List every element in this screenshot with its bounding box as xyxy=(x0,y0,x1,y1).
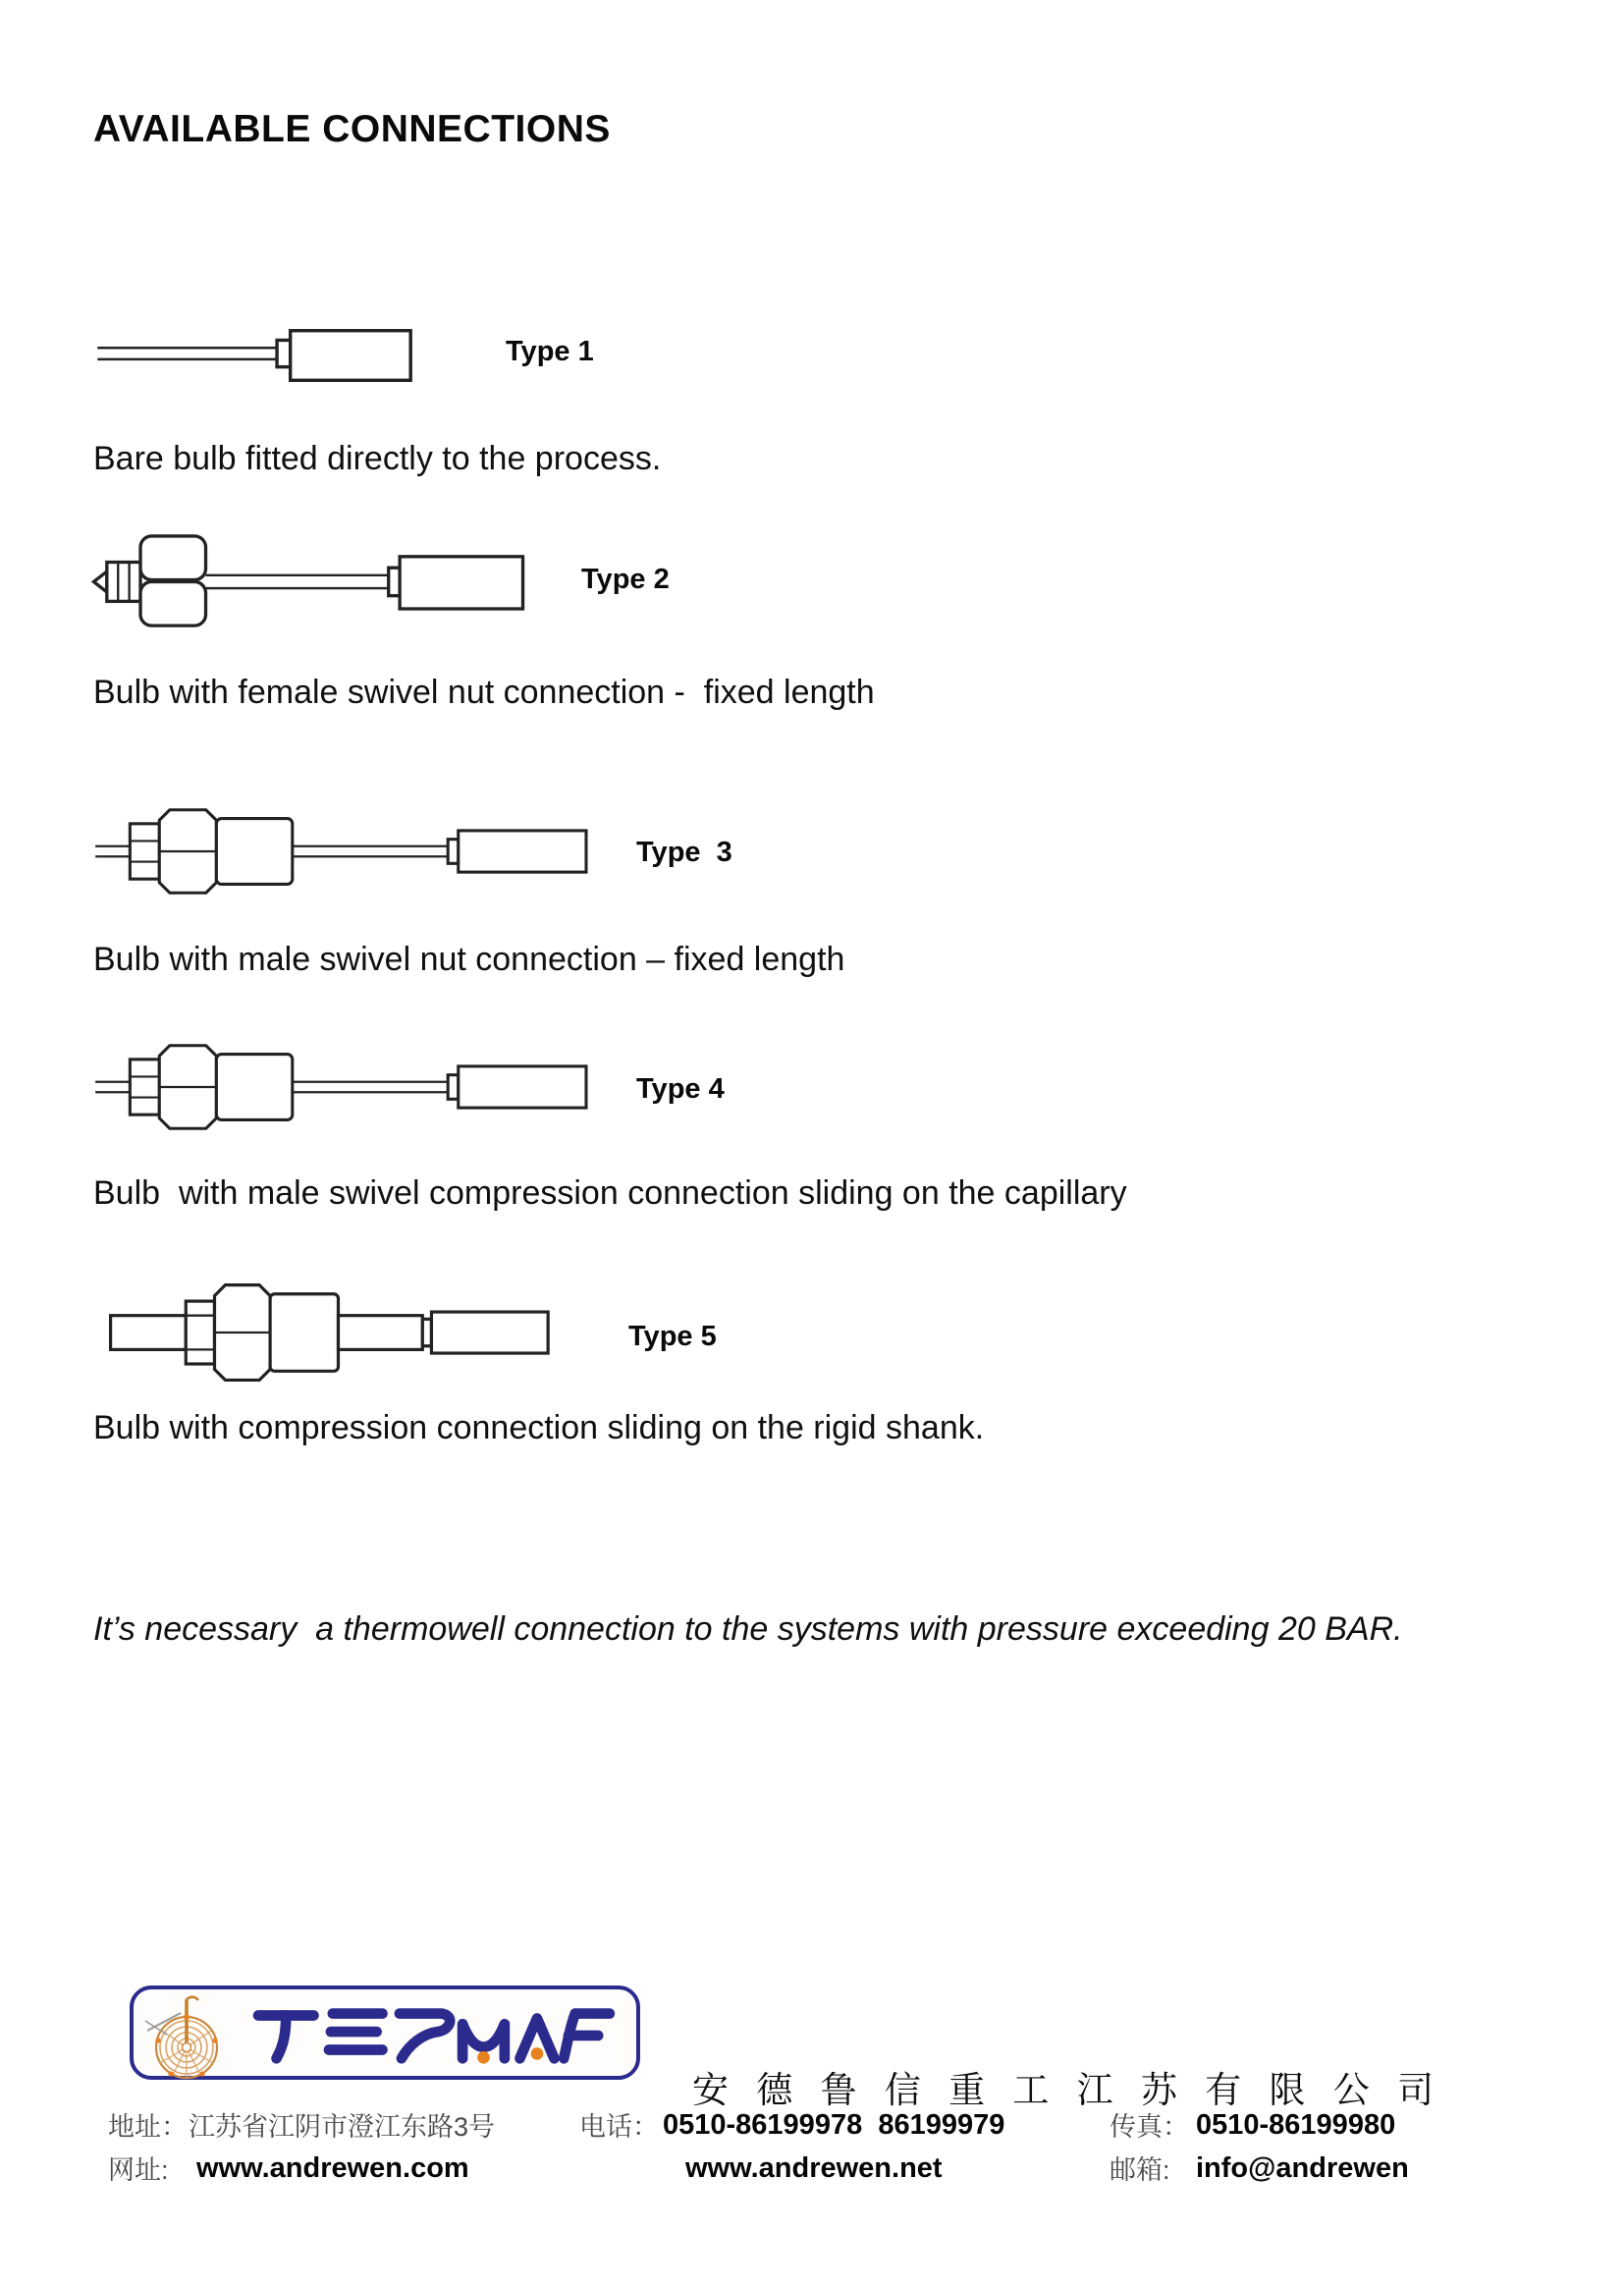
phone-label: 电话： xyxy=(579,2112,659,2142)
termaf-logo xyxy=(130,1986,640,2080)
m-dot xyxy=(477,2051,490,2064)
type1-bare-bulb-drawing xyxy=(95,321,463,390)
type4-label: Type 4 xyxy=(636,1073,725,1105)
type5-compression-shank-drawing xyxy=(108,1281,589,1385)
type3-male-swivel-drawing xyxy=(93,808,604,895)
type4-male-swivel-compression-drawing xyxy=(93,1044,604,1130)
company-name-cn: 安 德 鲁 信 重 工 江 苏 有 限 公 司 xyxy=(692,2070,1443,2110)
type3-label: Type 3 xyxy=(636,837,732,868)
a-dot xyxy=(531,2047,544,2060)
type2-caption: Bulb with female swivel nut connection - fixed length xyxy=(93,674,875,711)
type5-caption: Bulb with compression connection sliding on the rigid shank. xyxy=(93,1409,985,1446)
type4-caption: Bulb with male swivel compression connection sliding on the capillary xyxy=(93,1174,1127,1212)
fax-label: 传真： xyxy=(1110,2112,1189,2142)
email-value: info@andrewen xyxy=(1196,2152,1409,2184)
pressure-note: It’s necessary a thermowell connection to the systems with pressure exceeding 20 BAR. xyxy=(93,1610,1403,1648)
phone-value: 0510-86199978 86199979 xyxy=(663,2109,1005,2141)
type5-label: Type 5 xyxy=(628,1321,717,1352)
type1-label: Type 1 xyxy=(506,336,594,367)
type2-label: Type 2 xyxy=(581,564,670,595)
website-value-2: www.andrewen.net xyxy=(685,2152,943,2184)
type3-caption: Bulb with male swivel nut connection – fixed length xyxy=(93,941,845,978)
page-title: AVAILABLE CONNECTIONS xyxy=(93,108,611,150)
type2-female-swivel-drawing xyxy=(91,534,545,627)
address-label: 地址： xyxy=(108,2112,188,2142)
website-value-1: www.andrewen.com xyxy=(196,2152,469,2184)
termaf-wordmark xyxy=(240,1999,624,2068)
type1-caption: Bare bulb fitted directly to the process. xyxy=(93,440,662,477)
gauge-coil-icon xyxy=(141,1991,236,2080)
email-label: 邮箱: xyxy=(1110,2155,1170,2185)
address-value: 江苏省江阴市澄江东路3号 xyxy=(189,2112,496,2142)
website-label: 网址: xyxy=(108,2155,169,2185)
fax-value: 0510-86199980 xyxy=(1196,2109,1396,2141)
